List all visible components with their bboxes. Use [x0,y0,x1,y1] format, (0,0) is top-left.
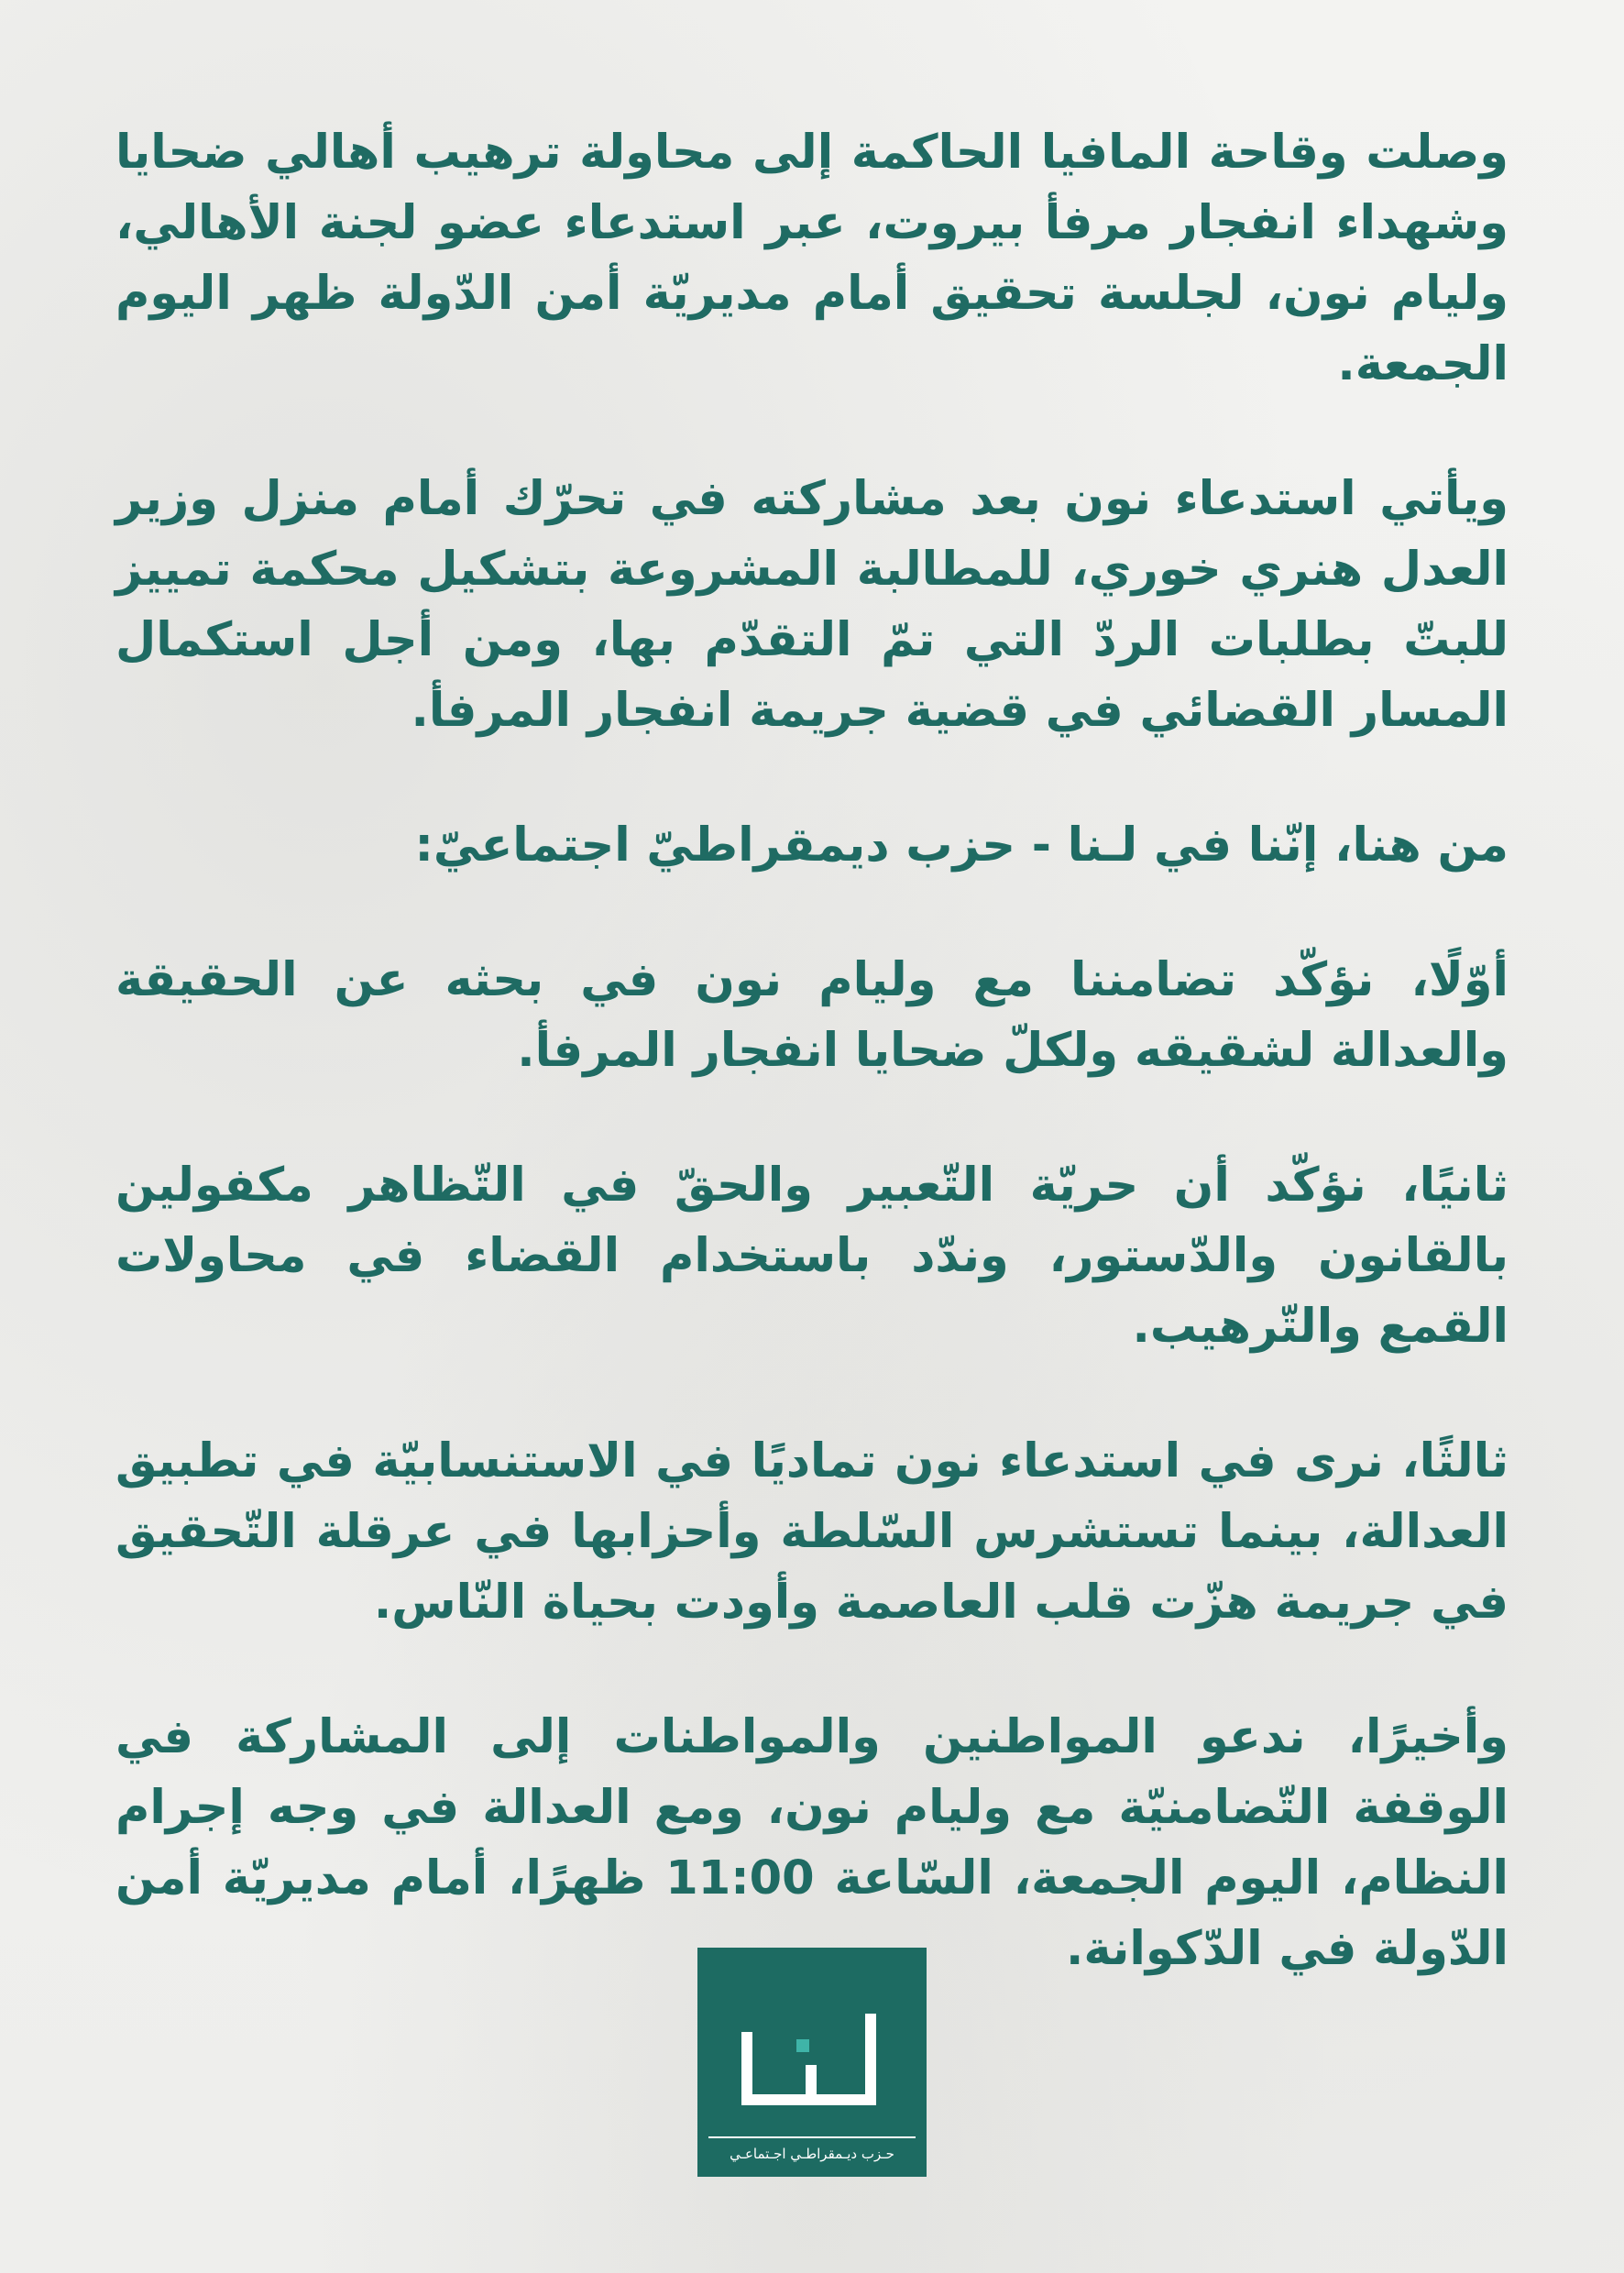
paragraph-preamble: من هنا، إنّنا في لـنا - حزب ديمقراطيّ اجتماعيّ: [414,818,1509,873]
statement-body [115,117,1509,2048]
party-logo [697,1948,927,2177]
lana-logo-mark-icon [697,1948,927,2140]
logo-divider [708,2136,916,2138]
paragraph-context: ويأتي استدعاء نون بعد مشاركته في تحرّك أمام منزل وزير العدل هنري خوري، للمطالبة المشروعة بتشكيل محكمة تمييز للبتّ بطلبات الردّ التي تمّ التقدّم بها، ومن أجل استكمال المسار القضائي في قضية جريمة انفجار المرفأ. [115,472,1509,738]
logo-caption: حـزب ديـمقراطـي اجـتماعـي [730,2146,894,2162]
paragraph-first-point: أوّلًا، نؤكّد تضامننا مع وليام نون في بحثه عن الحقيقة والعدالة لشقيقه ولكلّ ضحايا انفجار المرفأ. [115,953,1509,1078]
paragraph-call-to-action: وأخيرًا، ندعو المواطنين والمواطنات إلى المشاركة في الوقفة التّضامنيّة مع وليام نون، ومع العدالة في وجه إجرام النظام، اليوم الجمعة، السّاعة 11:00 ظهرًا، أمام مديريّة أمن الدّولة في الدّكوانة. [115,1710,1509,1976]
paragraph-third-point: ثالثًا، نرى في استدعاء نون تماديًا في الاستنسابيّة في تطبيق العدالة، بينما تستشرس السّلطة وأحزابها في عرقلة التّحقيق في جريمة هزّت قلب العاصمة وأودت بحياة النّاس. [115,1434,1509,1630]
paragraph-second-point: ثانيًا، نؤكّد أن حريّة التّعبير والحقّ في التّظاهر مكفولين بالقانون والدّستور، وندّد باستخدام القضاء في محاولات القمع والتّرهيب. [115,1158,1509,1354]
paragraph-intro: وصلت وقاحة المافيا الحاكمة إلى محاولة ترهيب أهالي ضحايا وشهداء انفجار مرفأ بيروت، عبر استدعاء عضو لجنة الأهالي، وليام نون، لجلسة تحقيق أمام مديريّة أمن الدّولة ظهر اليوم الجمعة. [115,126,1509,391]
